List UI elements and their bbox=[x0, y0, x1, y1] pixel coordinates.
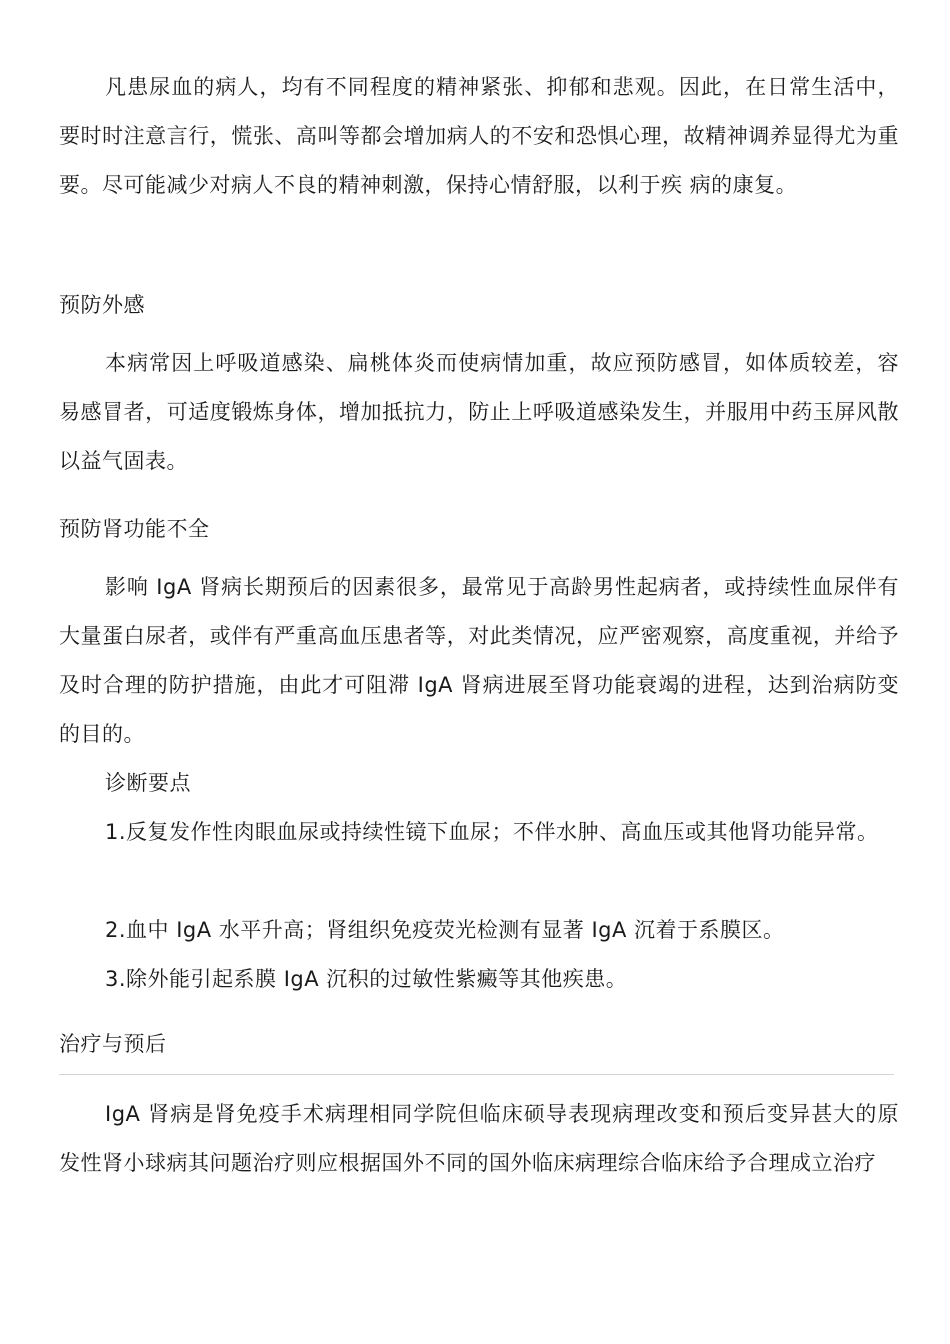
paragraph-mental-care: 凡患尿血的病人，均有不同程度的精神紧张、抑郁和悲观。因此，在日常生活中，要时时注意言行，慌张、高叫等都会增加病人的不安和恐惧心理，故精神调养显得尤为重要。尽可能减少对病人不良的精神刺激，保持心情舒服，以利于疾 病的康复。 bbox=[59, 75, 899, 197]
heading-prevent-external: 预防外感 bbox=[59, 293, 145, 317]
heading-treatment-prognosis: 治疗与预后 bbox=[59, 1032, 167, 1056]
paragraph-prevent-cold: 本病常因上呼吸道感染、扁桃体炎而使病情加重，故应预防感冒，如体质较差，容易感冒者，可适度锻炼身体，增加抵抗力，防止上呼吸道感染发生，并服用中药玉屏风散以益气固表。 bbox=[59, 351, 899, 473]
section-divider bbox=[59, 1074, 894, 1075]
diagnosis-item-3: 3.除外能引起系膜 IgA 沉积的过敏性紫癜等其他疾患。 bbox=[105, 967, 628, 991]
heading-diagnosis-points: 诊断要点 bbox=[105, 771, 191, 795]
paragraph-prognosis-factors: 影响 IgA 肾病长期预后的因素很多，最常见于高龄男性起病者，或持续性血尿伴有大量蛋白尿者，或伴有严重高血压患者等，对此类情况，应严密观察，高度重视，并给予及时合理的防护措施，由此才可阻滞 IgA 肾病进展至肾功能衰竭的进程，达到治病防变的目的。 bbox=[59, 575, 899, 746]
paragraph-treatment: IgA 肾病是肾免疫手术病理相同学院但临床硕导表现病理改变和预后变异甚大的原发性肾小球病其问题治疗则应根据国外不同的国外临床病理综合临床给予合理成立治疗 bbox=[59, 1102, 899, 1175]
diagnosis-item-2: 2.血中 IgA 水平升高；肾组织免疫荧光检测有显著 IgA 沉着于系膜区。 bbox=[105, 918, 785, 942]
heading-prevent-renal-failure: 预防肾功能不全 bbox=[59, 517, 210, 541]
diagnosis-item-1: 1.反复发作性肉眼血尿或持续性镜下血尿；不伴水肿、高血压或其他肾功能异常。 bbox=[105, 820, 879, 844]
